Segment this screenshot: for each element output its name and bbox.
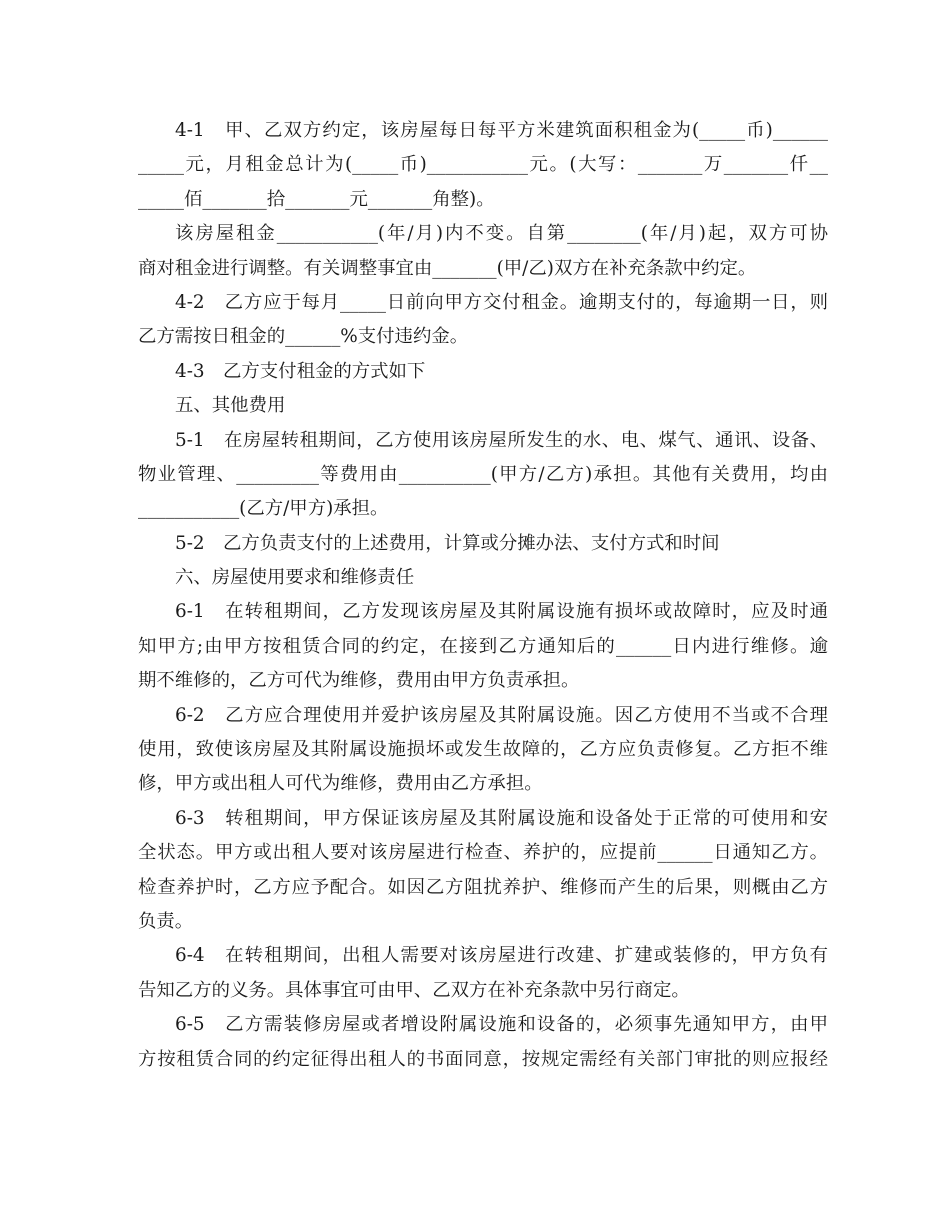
document-body: [138, 114, 828, 1077]
clause-6-5-line-2: 方按租赁合同的约定征得出租人的书面同意，按规定需经有关部门审批的则应报经: [138, 1048, 828, 1070]
clause-6-3-line-1: 6-3 转租期间，甲方保证该房屋及其附属设施和设备处于正常的可使用和安: [175, 807, 828, 829]
clause-5-1-line-1: 5-1 在房屋转租期间，乙方使用该房屋所发生的水、电、煤气、通讯、设备、: [175, 429, 828, 451]
clause-4-1-line-3: _____佰_______拾_______元_______角整)。: [138, 188, 495, 210]
rent-adjust-line-1: 该房屋租金___________(年/月)内不变。自第________(年/月)起，双方可协: [175, 223, 828, 245]
clause-6-2-line-3: 修，甲方或出租人可代为维修，费用由乙方承担。: [138, 773, 543, 795]
clause-5-2: 5-2 乙方负责支付的上述费用，计算或分摊办法、支付方式和时间: [175, 532, 720, 554]
clause-4-1-line-2: _____元，月租金总计为(_____币)___________元。(大写：_______万_______仟__: [138, 154, 828, 176]
clause-6-3-line-3: 检查养护时，乙方应予配合。如因乙方阻扰养护、维修而产生的后果，则概由乙方: [138, 876, 828, 898]
clause-4-1-line-1: 4-1 甲、乙双方约定，该房屋每日每平方米建筑面积租金为(_____币)______: [175, 120, 828, 141]
clause-6-3-line-2: 全状态。甲方或出租人要对该房屋进行检查、养护的，应提前______日通知乙方。: [138, 842, 828, 864]
clause-6-1-line-3: 期不维修的，乙方可代为维修，费用由甲方负责承担。: [138, 670, 580, 692]
clause-6-3-line-4: 负责。: [138, 910, 194, 932]
rent-adjust-line-2: 商对租金进行调整。有关调整事宜由_______(甲/乙)双方在补充条款中约定。: [138, 257, 757, 279]
clause-4-3: 4-3 乙方支付租金的方式如下: [175, 360, 426, 382]
clause-6-4-line-2: 告知乙方的义务。具体事宜可由甲、乙双方在补充条款中另行商定。: [138, 979, 690, 1001]
clause-5-1-line-3: ___________(乙方/甲方)承担。: [138, 498, 389, 520]
clause-6-1-line-2: 知甲方;由甲方按租赁合同的约定，在接到乙方通知后的______日内进行维修。逾: [138, 635, 828, 657]
clause-6-2-line-1: 6-2 乙方应合理使用并爱护该房屋及其附属设施。因乙方使用不当或不合理: [175, 704, 828, 726]
clause-6-4-line-1: 6-4 在转租期间，出租人需要对该房屋进行改建、扩建或装修的，甲方负有: [175, 945, 828, 967]
clause-5-1-line-2: 物业管理、_________等费用由__________(甲方/乙方)承担。其他有关费用，均由: [138, 463, 828, 485]
clause-6-2-line-2: 使用，致使该房屋及其附属设施损坏或发生故障的，乙方应负责修复。乙方拒不维: [138, 739, 828, 761]
clause-6-5-line-1: 6-5 乙方需装修房屋或者增设附属设施和设备的，必须事先通知甲方，由甲: [175, 1014, 828, 1036]
clause-4-2-line-2: 乙方需按日租金的______%支付违约金。: [138, 326, 469, 348]
clause-4-2-line-1: 4-2 乙方应于每月_____日前向甲方交付租金。逾期支付的，每逾期一日，则: [175, 291, 828, 313]
clause-6-1-line-1: 6-1 在转租期间，乙方发现该房屋及其附属设施有损坏或故障时，应及时通: [175, 601, 828, 623]
section-6-heading: 六、房屋使用要求和维修责任: [175, 567, 415, 589]
section-5-heading: 五、其他费用: [175, 395, 286, 417]
